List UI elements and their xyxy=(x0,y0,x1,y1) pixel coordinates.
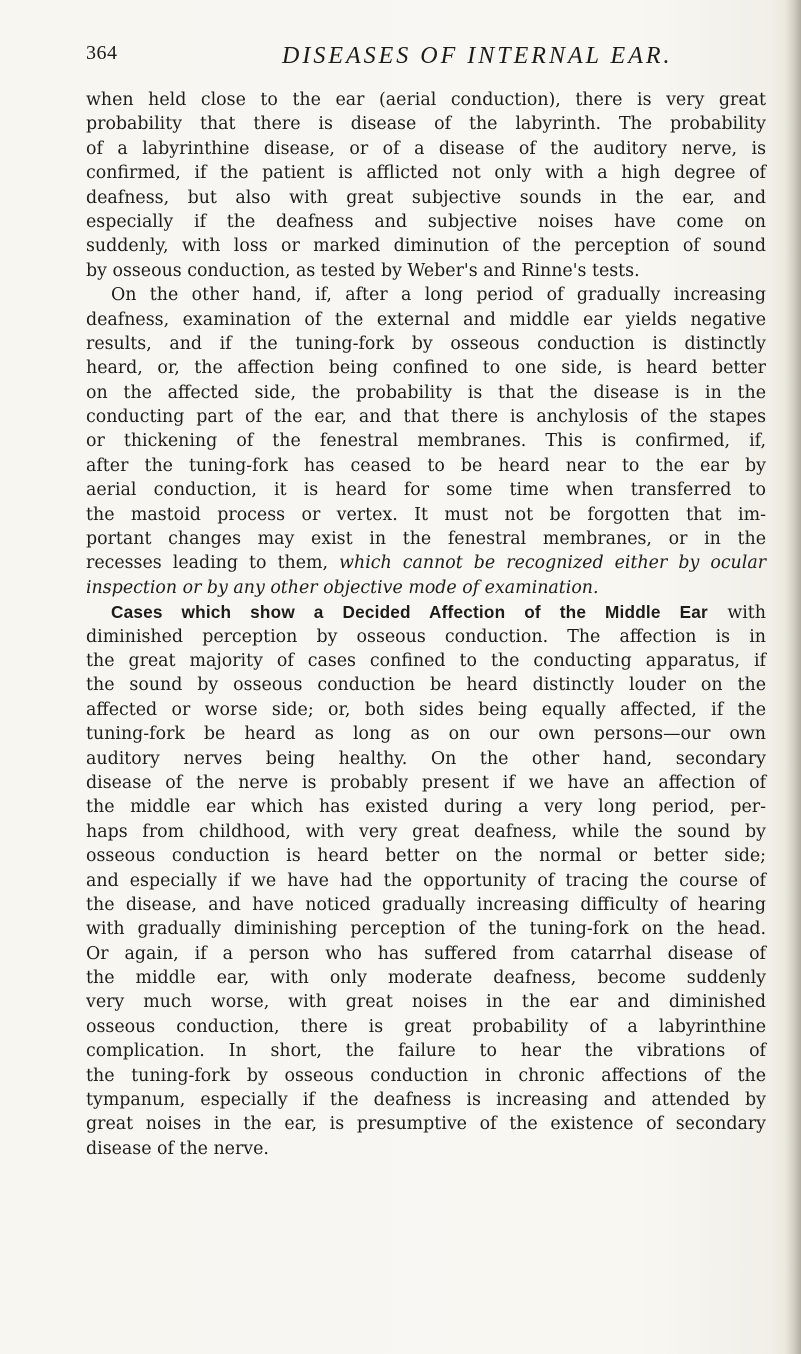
text-line: portant changes may exist in the fenestral membranes, or in the xyxy=(86,529,766,550)
text-line: the mastoid process or vertex. It must not be forgotten that im- xyxy=(86,504,766,525)
text-line: the middle ear, with only moderate deafness, become suddenly xyxy=(86,968,766,989)
text-run: with xyxy=(727,603,766,624)
text-line: osseous conduction is heard better on the normal or better side; xyxy=(86,846,766,867)
text-line: great noises in the ear, is presumptive of the existence of secondary xyxy=(86,1114,766,1135)
heading-line xyxy=(86,600,766,624)
text-line: osseous conduction, there is great probability of a labyrinthine xyxy=(86,1016,766,1037)
page-number: 364 xyxy=(86,42,118,64)
section-run-in-heading: Cases which show a Decided Affection of the Middle Ear xyxy=(111,602,708,623)
text-line: tuning-fork be heard as long as on our own persons—our own xyxy=(86,724,766,745)
text-line: the sound by osseous conduction be heard distinctly louder on the xyxy=(86,675,766,696)
paragraph-2 xyxy=(86,283,766,600)
text-line: especially if the deafness and subjective noises have come on xyxy=(86,211,766,232)
italic-line: inspection or by any other objective mode of examination. xyxy=(86,577,599,598)
text-line: complication. In short, the failure to hear the vibrations of xyxy=(86,1041,766,1062)
italic-run: which cannot be recognized either by ocular xyxy=(339,553,767,574)
text-line: of a labyrinthine disease, or of a disease of the auditory nerve, is xyxy=(86,138,766,159)
text-line: suddenly, with loss or marked diminution of the perception of sound xyxy=(86,236,766,257)
text-line: or thickening of the fenestral membranes. This is confirmed, if, xyxy=(86,431,766,452)
text-line: the great majority of cases confined to the conducting apparatus, if xyxy=(86,650,766,671)
text-line: diminished perception by osseous conduction. The affection is in xyxy=(86,626,766,647)
text-line: results, and if the tuning-fork by osseous conduction is distinctly xyxy=(86,333,766,354)
text-line: aerial conduction, it is heard for some time when transferred to xyxy=(86,480,766,501)
text-line: tympanum, especially if the deafness is increasing and attended by xyxy=(86,1090,766,1111)
text-line: heard, or, the affection being confined to one side, is heard better xyxy=(86,358,766,379)
text-line: affected or worse side; or, both sides being equally affected, if the xyxy=(86,699,766,720)
text-run: recesses leading to them, xyxy=(86,553,329,574)
text-line: probability that there is disease of the labyrinth. The probability xyxy=(86,114,766,135)
text-line: and especially if we have had the opportunity of tracing the course of xyxy=(86,870,766,891)
text-line-mixed xyxy=(86,551,766,575)
text-line: deafness, examination of the external and middle ear yields negative xyxy=(86,309,766,330)
text-line: the middle ear which has existed during a very long period, per- xyxy=(86,797,766,818)
text-line: On the other hand, if, after a long period of gradually increasing xyxy=(111,285,766,306)
body-text xyxy=(86,88,766,1161)
paragraph-3 xyxy=(86,600,766,1161)
text-line: when held close to the ear (aerial conduction), there is very great xyxy=(86,90,766,110)
text-line: deafness, but also with great subjective sounds in the ear, and xyxy=(86,187,766,208)
spine-shadow xyxy=(785,0,801,1354)
text-line: conducting part of the ear, and that there is anchylosis of the stapes xyxy=(86,407,766,428)
paragraph-1 xyxy=(86,88,766,283)
text-line: disease of the nerve. xyxy=(86,1138,269,1159)
text-line: the disease, and have noticed gradually increasing difficulty of hearing xyxy=(86,894,766,915)
text-line: Or again, if a person who has suffered from catarrhal disease of xyxy=(86,943,766,964)
text-line: very much worse, with great noises in the ear and diminished xyxy=(86,992,766,1013)
text-line: on the affected side, the probability is that the disease is in the xyxy=(86,382,766,403)
text-line: the tuning-fork by osseous conduction in chronic affections of the xyxy=(86,1065,766,1086)
running-title: DISEASES OF INTERNAL EAR. xyxy=(282,43,673,69)
text-line: confirmed, if the patient is afflicted not only with a high degree of xyxy=(86,163,766,184)
text-line: disease of the nerve is probably present if we have an affection of xyxy=(86,772,766,793)
text-line: by osseous conduction, as tested by Weber's and Rinne's tests. xyxy=(86,260,640,281)
page-header xyxy=(86,42,766,76)
text-line: after the tuning-fork has ceased to be heard near to the ear by xyxy=(86,455,766,476)
text-line: auditory nerves being healthy. On the other hand, secondary xyxy=(86,748,766,769)
text-line: with gradually diminishing perception of the tuning-fork on the head. xyxy=(86,919,766,940)
text-line: haps from childhood, with very great deafness, while the sound by xyxy=(86,821,766,842)
